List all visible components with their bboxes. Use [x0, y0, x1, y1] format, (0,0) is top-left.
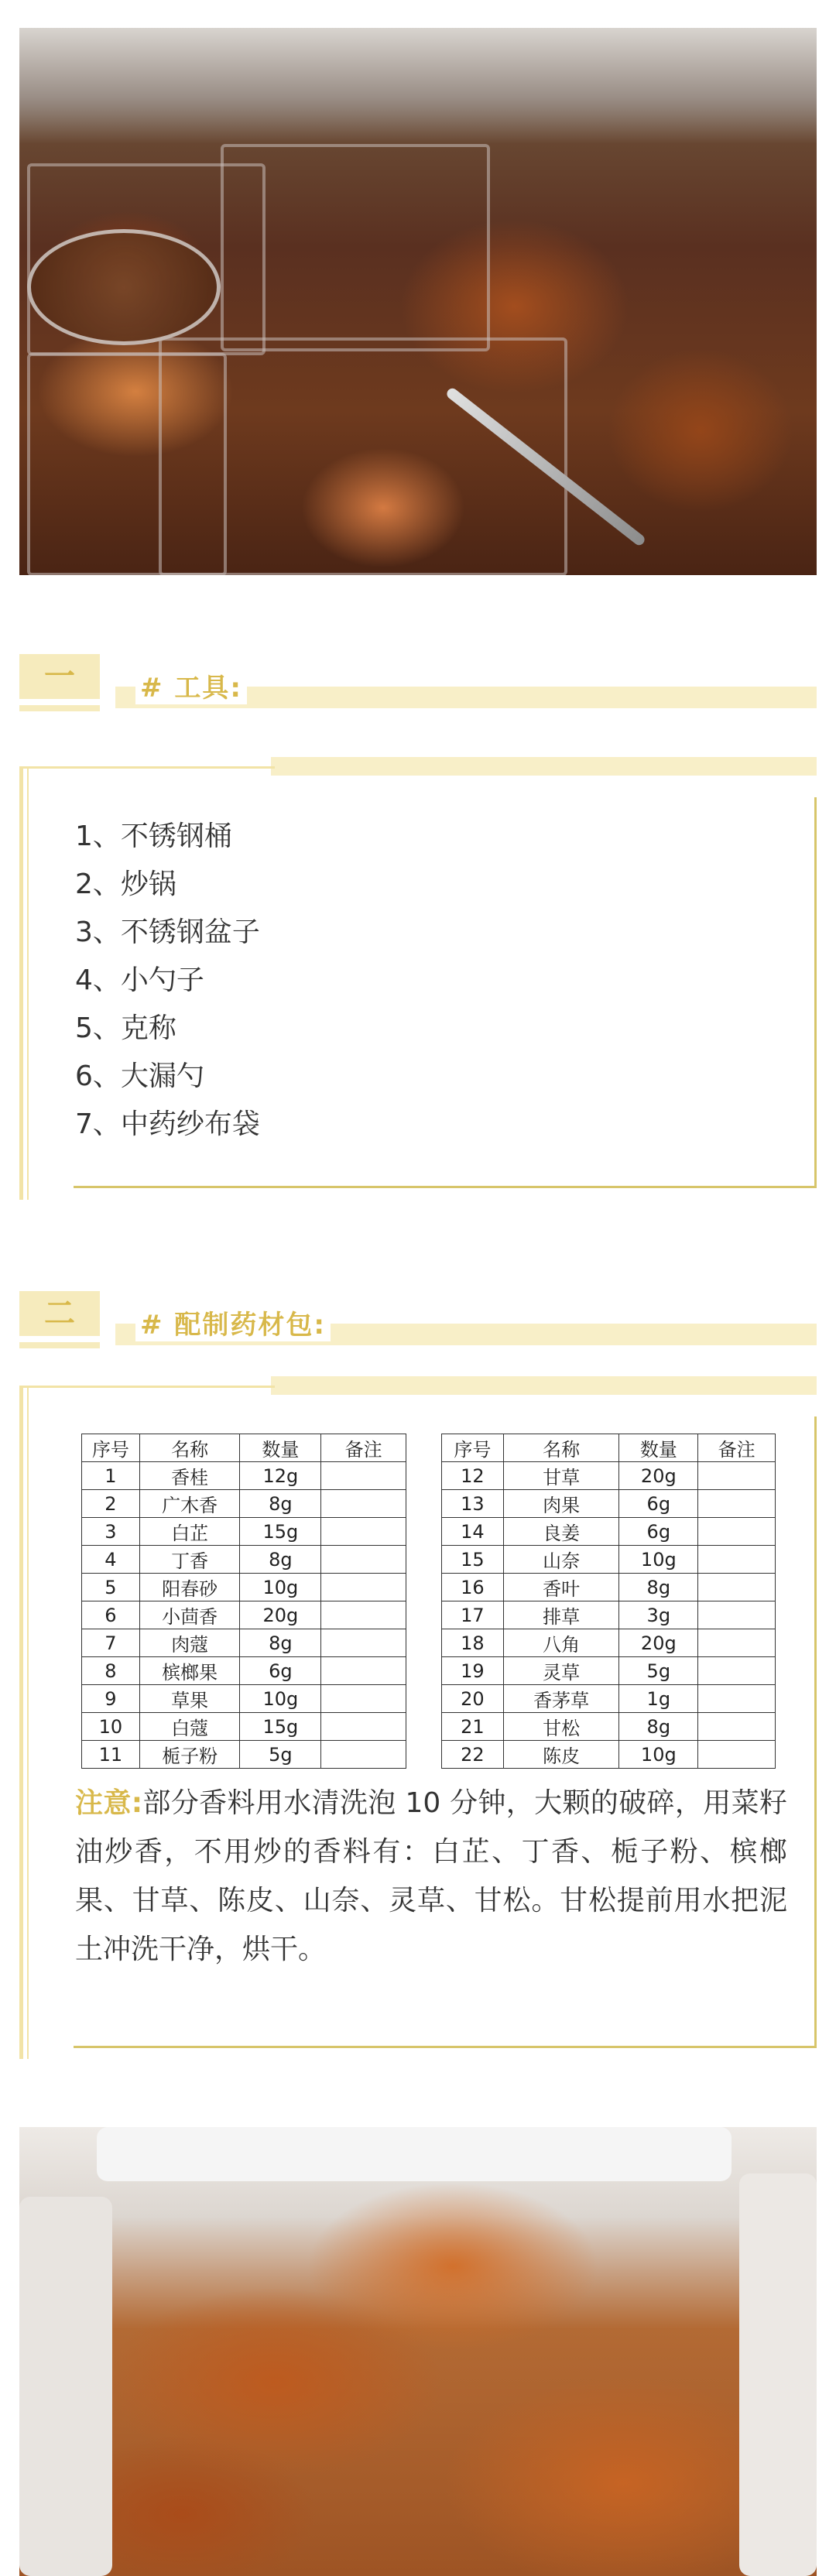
table-cell: 香桂 — [139, 1462, 240, 1490]
table-cell: 12 — [442, 1462, 504, 1490]
table-cell: 15g — [240, 1518, 321, 1546]
table-cell: 10g — [240, 1685, 321, 1713]
section-title: # 配制药材包: — [135, 1303, 331, 1341]
table-row — [442, 1601, 776, 1629]
table-cell — [698, 1574, 776, 1601]
table-cell: 甘草 — [503, 1462, 619, 1490]
table-row — [442, 1741, 776, 1769]
table-cell: 6 — [82, 1601, 140, 1629]
tools-list — [75, 813, 260, 1149]
table-row — [442, 1490, 776, 1518]
table-cell: 栀子粉 — [139, 1741, 240, 1769]
table-cell: 17 — [442, 1601, 504, 1629]
table-cell: 10 — [82, 1713, 140, 1741]
table-cell: 1 — [82, 1462, 140, 1490]
table-row — [442, 1574, 776, 1601]
list-item: 7、中药纱布袋 — [75, 1108, 260, 1140]
table-header: 序号 — [442, 1434, 504, 1462]
table-cell: 19 — [442, 1657, 504, 1685]
table-row — [82, 1490, 406, 1518]
table-cell — [321, 1518, 406, 1546]
table-row — [82, 1462, 406, 1490]
table-row — [82, 1601, 406, 1629]
list-item: 3、不锈钢盆子 — [75, 916, 260, 948]
table-cell — [698, 1685, 776, 1713]
table-cell: 9 — [82, 1685, 140, 1713]
table-cell: 20g — [240, 1601, 321, 1629]
table-row — [442, 1629, 776, 1657]
section-number: 一 — [19, 654, 100, 699]
table-cell: 4 — [82, 1546, 140, 1574]
table-cell: 12g — [240, 1462, 321, 1490]
table-header: 序号 — [82, 1434, 140, 1462]
table-cell: 11 — [82, 1741, 140, 1769]
table-cell: 小茴香 — [139, 1601, 240, 1629]
table-row — [82, 1629, 406, 1657]
section-title: # 工具: — [135, 666, 247, 704]
table-cell: 20g — [619, 1629, 698, 1657]
note-label: 注意: — [75, 1787, 143, 1819]
braised-meat-display-photo — [19, 28, 817, 575]
table-row — [82, 1741, 406, 1769]
table-cell — [698, 1462, 776, 1490]
table-cell: 草果 — [139, 1685, 240, 1713]
table-cell: 槟榔果 — [139, 1657, 240, 1685]
table-cell: 肉蔻 — [139, 1629, 240, 1657]
tools-box — [19, 766, 817, 1200]
spice-table-right — [441, 1434, 776, 1769]
table-cell: 14 — [442, 1518, 504, 1546]
table-cell — [321, 1657, 406, 1685]
table-cell — [321, 1685, 406, 1713]
table-cell — [698, 1546, 776, 1574]
table-cell: 15g — [240, 1713, 321, 1741]
table-cell: 16 — [442, 1574, 504, 1601]
table-cell — [321, 1462, 406, 1490]
table-cell — [698, 1629, 776, 1657]
table-cell: 6g — [619, 1518, 698, 1546]
table-cell: 5 — [82, 1574, 140, 1601]
table-cell: 18 — [442, 1629, 504, 1657]
table-cell: 21 — [442, 1713, 504, 1741]
table-cell: 8g — [619, 1574, 698, 1601]
table-header: 名称 — [503, 1434, 619, 1462]
table-row — [442, 1546, 776, 1574]
table-cell — [698, 1741, 776, 1769]
table-cell — [698, 1490, 776, 1518]
section-header-tools — [19, 654, 817, 716]
table-cell: 陈皮 — [503, 1741, 619, 1769]
table-row — [82, 1657, 406, 1685]
table-cell: 排草 — [503, 1601, 619, 1629]
table-cell: 8 — [82, 1657, 140, 1685]
table-cell — [321, 1490, 406, 1518]
note-paragraph — [75, 1779, 787, 1974]
list-item: 5、克称 — [75, 1012, 176, 1044]
table-cell — [321, 1574, 406, 1601]
table-cell — [321, 1629, 406, 1657]
table-cell: 8g — [240, 1490, 321, 1518]
table-cell — [698, 1713, 776, 1741]
table-cell: 白蔻 — [139, 1713, 240, 1741]
table-row — [442, 1713, 776, 1741]
table-cell: 香茅草 — [503, 1685, 619, 1713]
table-cell: 6g — [240, 1657, 321, 1685]
table-cell: 香叶 — [503, 1574, 619, 1601]
table-header: 名称 — [139, 1434, 240, 1462]
table-row — [82, 1713, 406, 1741]
table-cell — [321, 1546, 406, 1574]
table-cell: 13 — [442, 1490, 504, 1518]
table-cell: 8g — [619, 1713, 698, 1741]
spice-table-left — [81, 1434, 406, 1769]
table-header: 数量 — [240, 1434, 321, 1462]
table-cell: 良姜 — [503, 1518, 619, 1546]
table-cell: 广木香 — [139, 1490, 240, 1518]
table-cell: 白芷 — [139, 1518, 240, 1546]
note-text: 部分香料用水清洗泡 10 分钟，大颗的破碎，用菜籽油炒香，不用炒的香料有：白芷、丁香、栀子粉、槟榔果、甘草、陈皮、山奈、灵草、甘松。甘松提前用水把泥土冲洗干净，烘干。 — [75, 1787, 787, 1965]
table-header: 备注 — [321, 1434, 406, 1462]
table-row — [82, 1518, 406, 1546]
table-cell: 10g — [240, 1574, 321, 1601]
list-item: 2、炒锅 — [75, 868, 176, 900]
table-row — [82, 1685, 406, 1713]
table-cell: 1g — [619, 1685, 698, 1713]
table-cell: 2 — [82, 1490, 140, 1518]
table-cell — [321, 1741, 406, 1769]
list-item: 4、小勺子 — [75, 964, 204, 996]
table-cell: 20g — [619, 1462, 698, 1490]
table-cell: 3 — [82, 1518, 140, 1546]
section-header-spice-pack — [19, 1291, 817, 1353]
table-cell: 八角 — [503, 1629, 619, 1657]
table-cell: 20 — [442, 1685, 504, 1713]
table-row — [442, 1685, 776, 1713]
table-cell — [321, 1601, 406, 1629]
table-cell: 5g — [240, 1741, 321, 1769]
table-cell: 10g — [619, 1741, 698, 1769]
table-cell — [698, 1657, 776, 1685]
braised-pig-ears-photo — [19, 2127, 817, 2576]
table-cell: 灵草 — [503, 1657, 619, 1685]
table-cell: 甘松 — [503, 1713, 619, 1741]
table-row — [442, 1462, 776, 1490]
table-row — [442, 1518, 776, 1546]
table-row — [82, 1574, 406, 1601]
list-item: 1、不锈钢桶 — [75, 820, 232, 852]
table-row — [442, 1657, 776, 1685]
list-item: 6、大漏勺 — [75, 1060, 204, 1092]
table-cell: 丁香 — [139, 1546, 240, 1574]
table-header: 备注 — [698, 1434, 776, 1462]
table-cell: 15 — [442, 1546, 504, 1574]
table-cell: 山奈 — [503, 1546, 619, 1574]
table-cell: 3g — [619, 1601, 698, 1629]
table-cell: 22 — [442, 1741, 504, 1769]
spice-pack-box — [19, 1386, 817, 2059]
table-header: 数量 — [619, 1434, 698, 1462]
table-cell — [698, 1601, 776, 1629]
section-number: 二 — [19, 1291, 100, 1336]
table-cell: 8g — [240, 1546, 321, 1574]
table-cell: 肉果 — [503, 1490, 619, 1518]
table-cell — [698, 1518, 776, 1546]
table-row — [82, 1546, 406, 1574]
table-cell: 10g — [619, 1546, 698, 1574]
table-cell — [321, 1713, 406, 1741]
table-cell: 8g — [240, 1629, 321, 1657]
table-cell: 7 — [82, 1629, 140, 1657]
table-cell: 阳春砂 — [139, 1574, 240, 1601]
table-cell: 5g — [619, 1657, 698, 1685]
table-cell: 6g — [619, 1490, 698, 1518]
